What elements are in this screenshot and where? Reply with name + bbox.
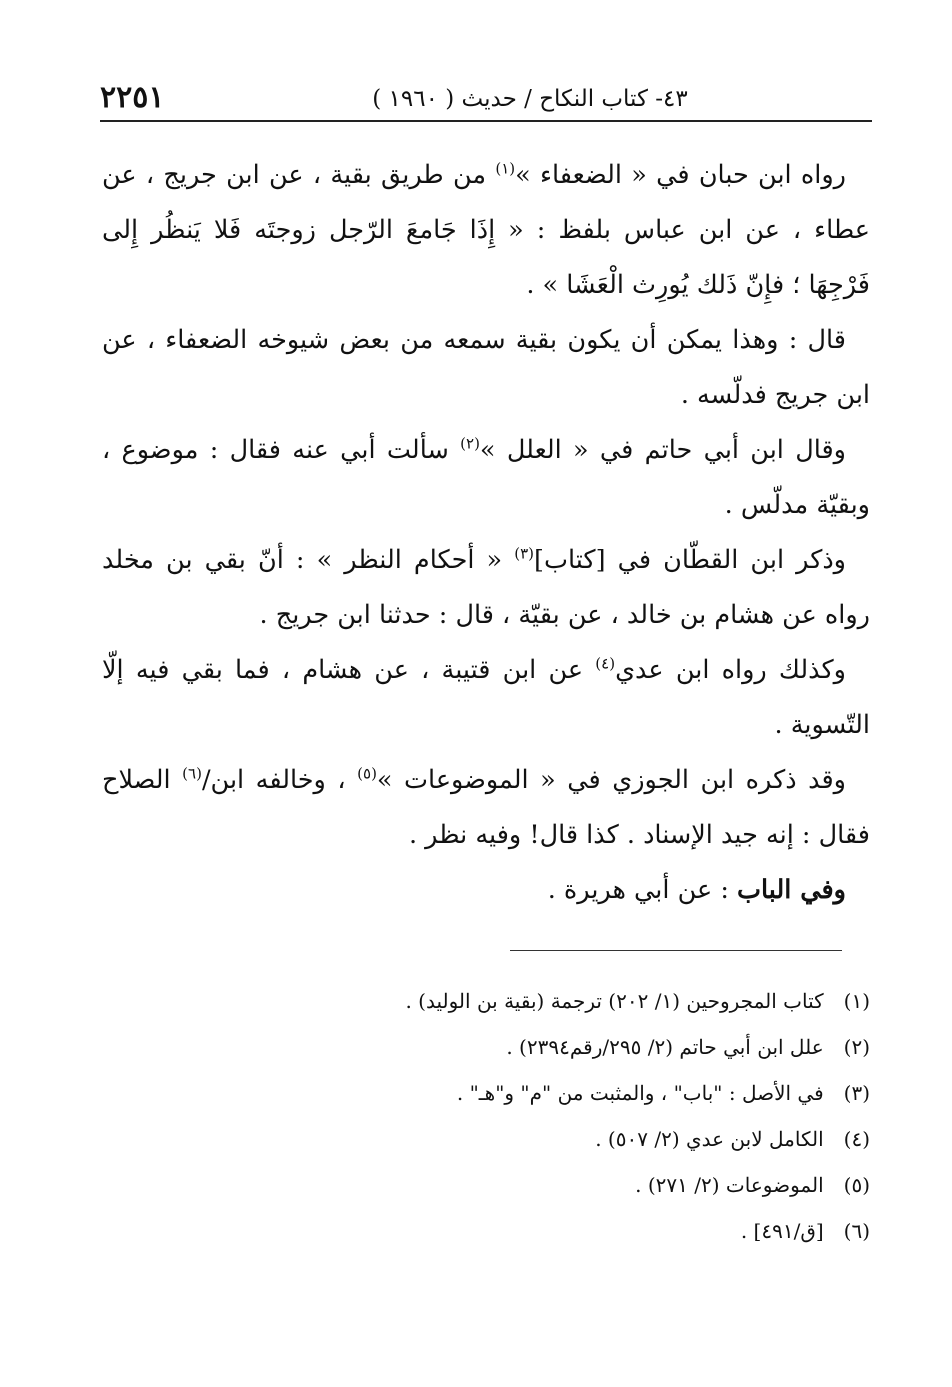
footnote-text: في الأصل : "باب" ، والمثبت من "م" و"هـ" . [456, 1081, 824, 1105]
footnote-ref-4[interactable]: (٤) [595, 654, 616, 673]
paragraph-4: وذكر ابن القطّان في [كتاب]$^{(٣)}$ « أحكام النظر » : أنّ بقي بن مخلد رواه عن هشام بن خالد ، عن بقيّة ، قال : حدثنا ابن جريج . [102, 544, 870, 630]
footnote-number: (٤) [843, 1127, 870, 1151]
running-title: ٤٣- كتاب النكاح / حديث ( ١٩٦٠ ) [372, 86, 688, 112]
footnote-text: علل ابن أبي حاتم (٢/ ٢٩٥/رقم٢٣٩٤) . [506, 1035, 824, 1059]
page-header [100, 80, 872, 122]
footnote-ref-3[interactable]: (٣) [514, 544, 535, 563]
paragraph-3: وقال ابن أبي حاتم في « العلل »$^{(٢)}$ سألت أبي عنه فقال : موضوع ، وبقيّة مدلّس . [102, 434, 870, 520]
paragraph-7: وفي الباب : عن أبي هريرة . [547, 875, 846, 905]
page-number: ٢٢٥١ [100, 80, 165, 115]
header-divider [100, 120, 872, 122]
footnote-number: (١) [843, 989, 870, 1013]
footnote-5 [150, 1162, 870, 1208]
footnote-ref-5[interactable]: (٥) [357, 764, 377, 783]
footnote-number: (٦) [843, 1219, 870, 1243]
footnote-number: (٣) [843, 1081, 870, 1105]
main-text [102, 148, 870, 918]
footnote-2 [150, 1024, 870, 1070]
footnote-number: (٢) [843, 1035, 870, 1059]
footnote-6 [150, 1208, 870, 1254]
footnote-text: الكامل لابن عدي (٢/ ٥٠٧) . [595, 1127, 824, 1151]
footnote-3 [150, 1070, 870, 1116]
footnote-ref-1[interactable]: (١) [495, 159, 516, 178]
footnote-1 [150, 978, 870, 1024]
footnote-divider [510, 950, 842, 951]
footnote-text: كتاب المجروحين (١/ ٢٠٢) ترجمة (بقية بن الوليد) . [405, 989, 824, 1013]
footnotes [150, 978, 870, 1254]
footnote-number: (٥) [843, 1173, 870, 1197]
paragraph-2: قال : وهذا يمكن أن يكون بقية سمعه من بعض شيوخه الضعفاء ، عن ابن جريج فدلّسه . [102, 325, 870, 410]
footnote-text: الموضوعات (٢/ ٢٧١) . [635, 1173, 824, 1197]
footnote-4 [150, 1116, 870, 1162]
footnote-ref-2[interactable]: (٢) [460, 434, 480, 453]
paragraph-5: وكذلك رواه ابن عدي$^{(٤)}$ عن ابن قتيبة ، عن هشام ، فما بقي فيه إلّا التّسوية . [102, 654, 870, 740]
paragraph-1: رواه ابن حبان في « الضعفاء »$^{(١)}$ من طريق بقية ، عن ابن جريج ، عن عطاء ، عن ابن عباس بلفظ : « إِذَا جَامعَ الرّجل زوجتَه فَلا يَنظُر إِلى فَرْجِهَا ؛ فإِنّ ذَلك يُورِث الْعَشَا » . [102, 159, 870, 300]
footnote-ref-6[interactable]: (٦) [182, 764, 202, 783]
section-label: وفي الباب [737, 875, 846, 905]
paragraph-6: وقد ذكره ابن الجوزي في « الموضوعات »$^{(٥)}$ ، وخالفه ابن/$^{(٦)}$ الصلاح فقال : إنه جيد الإسناد . كذا قال! وفيه نظر . [102, 764, 870, 850]
footnote-text: [ق/٤٩١] . [740, 1219, 824, 1243]
